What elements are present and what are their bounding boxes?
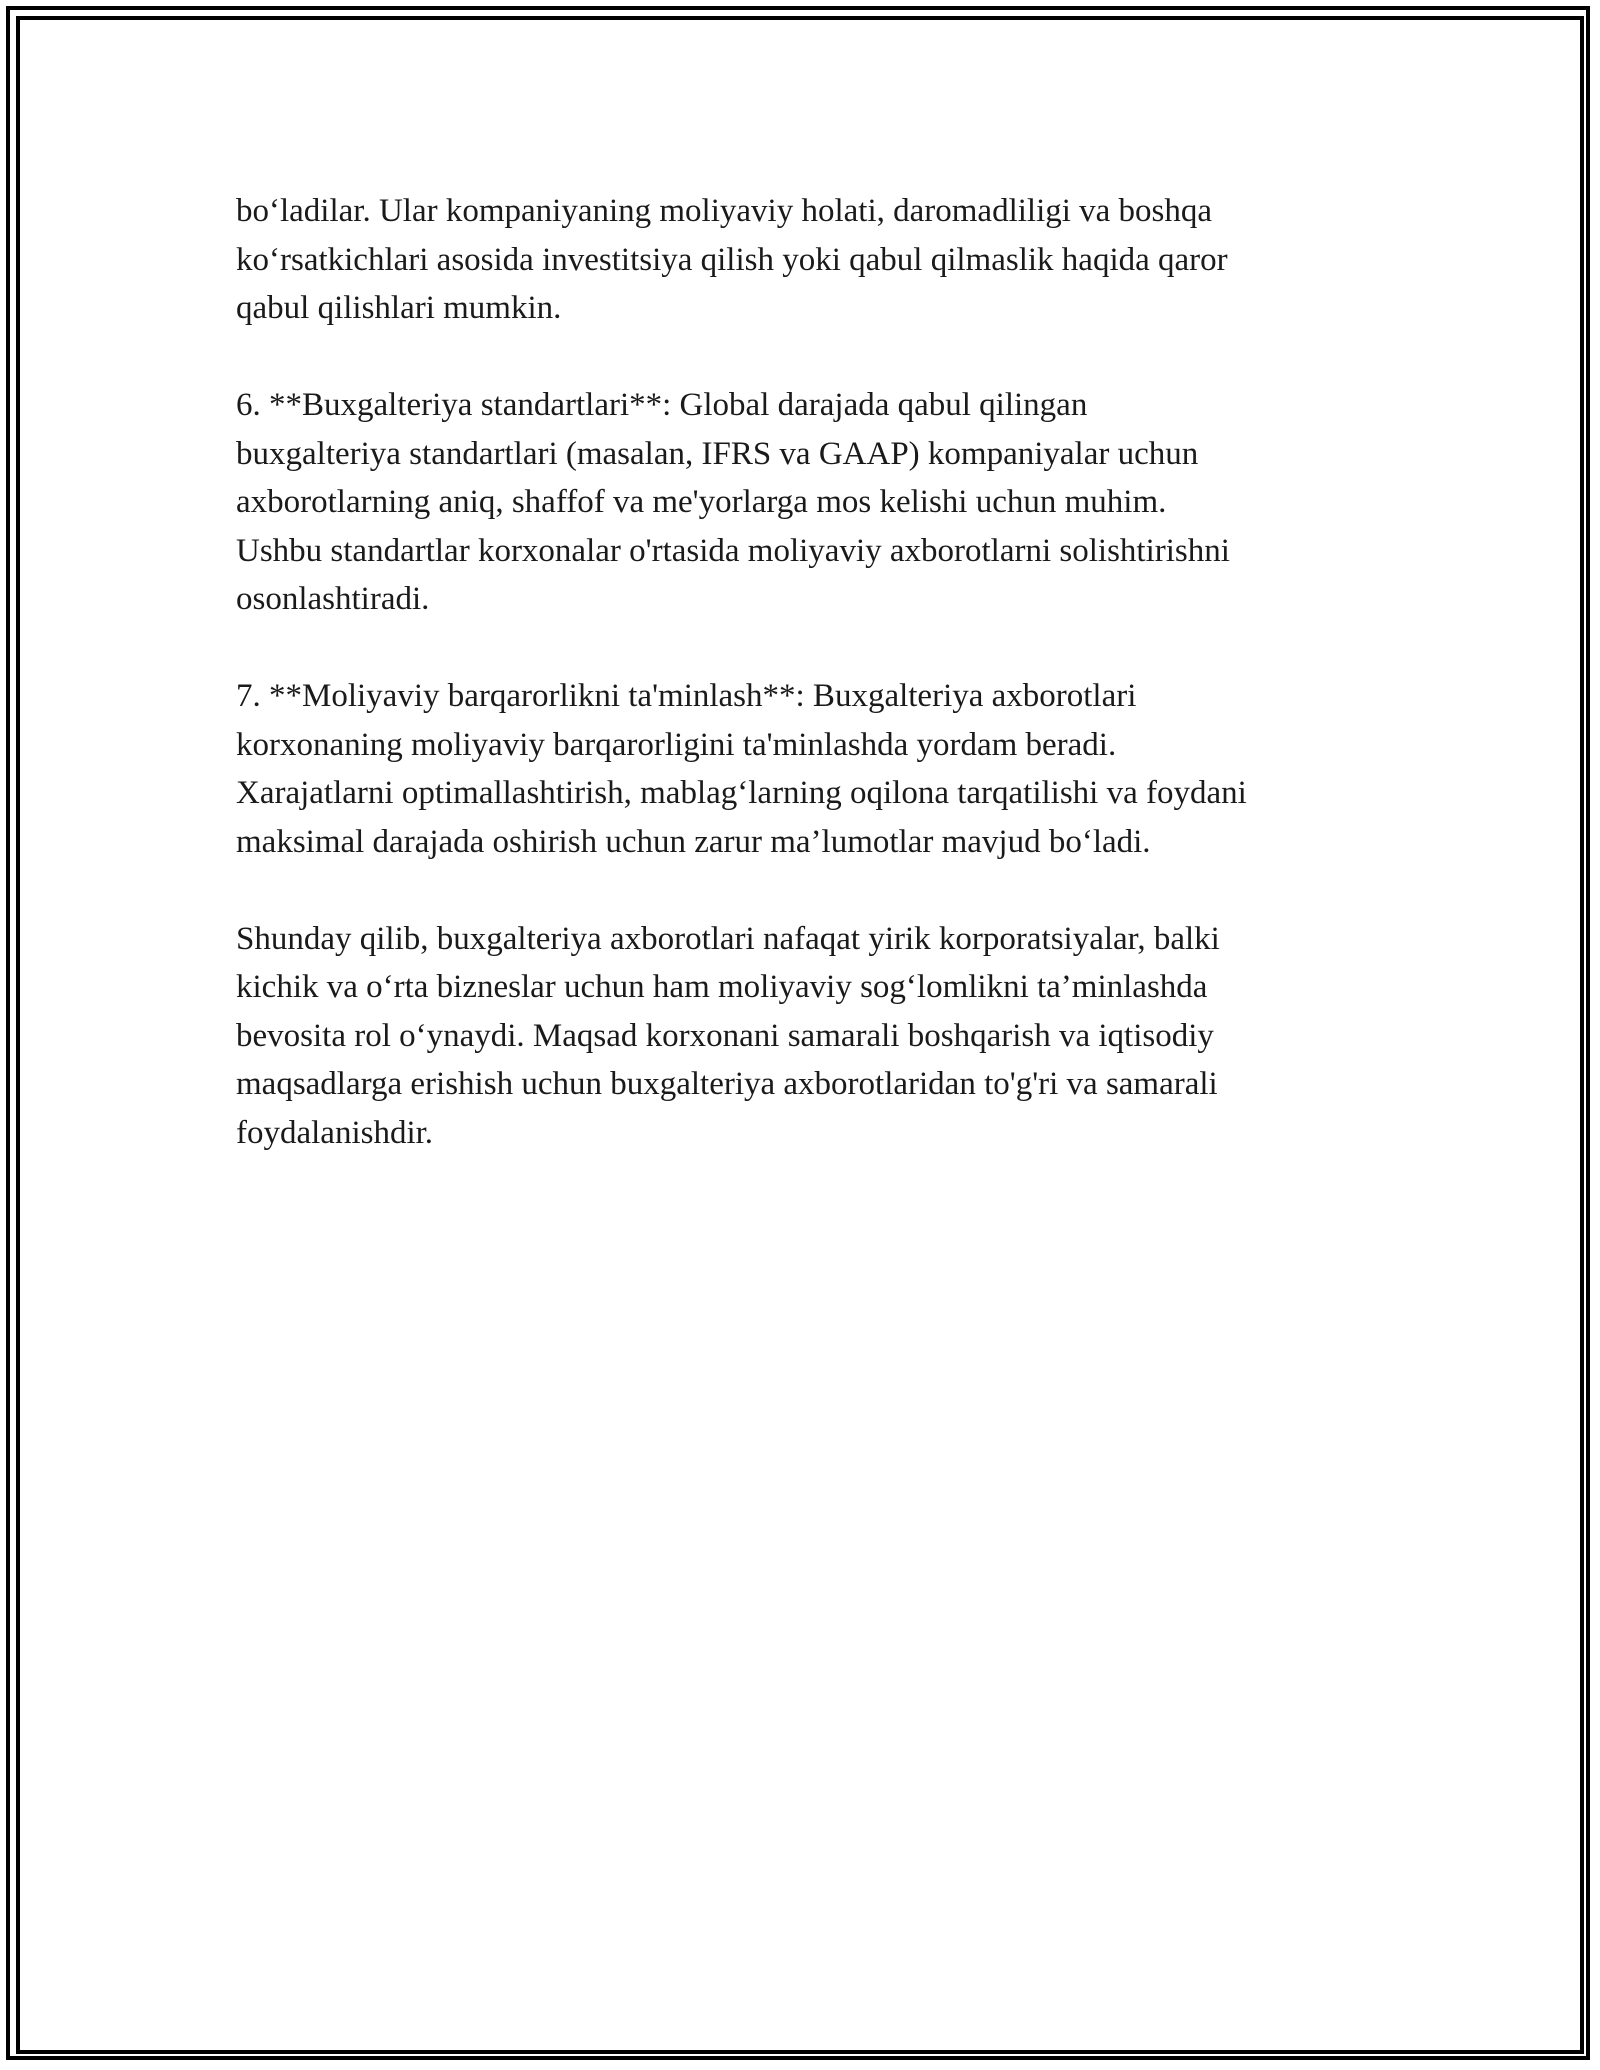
paragraph-1: [236, 187, 1386, 333]
text-line: Ushbu standartlar korxonalar o'rtasida moliyaviy axborotlarni solishtirishni: [236, 532, 1230, 569]
text-line: korxonaning moliyaviy barqarorligini ta'minlashda yordam beradi.: [236, 726, 1117, 763]
paragraph-4: [236, 915, 1386, 1158]
text-line: 6. **Buxgalteriya standartlari**: Global darajada qabul qilingan: [236, 387, 1088, 423]
text-line: maqsadlarga erishish uchun buxgalteriya axborotlaridan to'g'ri va samarali: [236, 1066, 1218, 1102]
text-line: bo‘ladilar. Ular kompaniyaning moliyaviy holati, daromadliligi va boshqa: [236, 193, 1213, 229]
text-line: qabul qilishlari mumkin.: [236, 290, 562, 326]
paragraph-2: [236, 381, 1386, 624]
text-line: ko‘rsatkichlari asosida investitsiya qilish yoki qabul qilmaslik haqida qaror: [236, 241, 1228, 278]
text-line: Xarajatlarni optimallashtirish, mablag‘larning oqilona tarqatilishi va foydani: [236, 775, 1247, 811]
text-line: osonlashtiradi.: [236, 581, 430, 617]
document-body: [236, 187, 1386, 1206]
text-line: bevosita rol o‘ynaydi. Maqsad korxonani samarali boshqarish va iqtisodiy: [236, 1017, 1214, 1054]
text-line: kichik va o‘rta bizneslar uchun ham moliyaviy sog‘lomlikni ta’minlashda: [236, 969, 1208, 1005]
text-line: maksimal darajada oshirish uchun zarur ma’lumotlar mavjud bo‘ladi.: [236, 823, 1151, 860]
text-line: Shunday qilib, buxgalteriya axborotlari nafaqat yirik korporatsiyalar, balki: [236, 920, 1220, 957]
text-line: 7. **Moliyaviy barqarorlikni ta'minlash**: Buxgalteriya axborotlari: [236, 678, 1137, 714]
text-line: foydalanishdir.: [236, 1114, 434, 1151]
text-line: buxgalteriya standartlari (masalan, IFRS va GAAP) kompaniyalar uchun: [236, 435, 1199, 472]
text-line: axborotlarning aniq, shaffof va me'yorlarga mos kelishi uchun muhim.: [236, 484, 1167, 520]
paragraph-3: [236, 672, 1386, 866]
